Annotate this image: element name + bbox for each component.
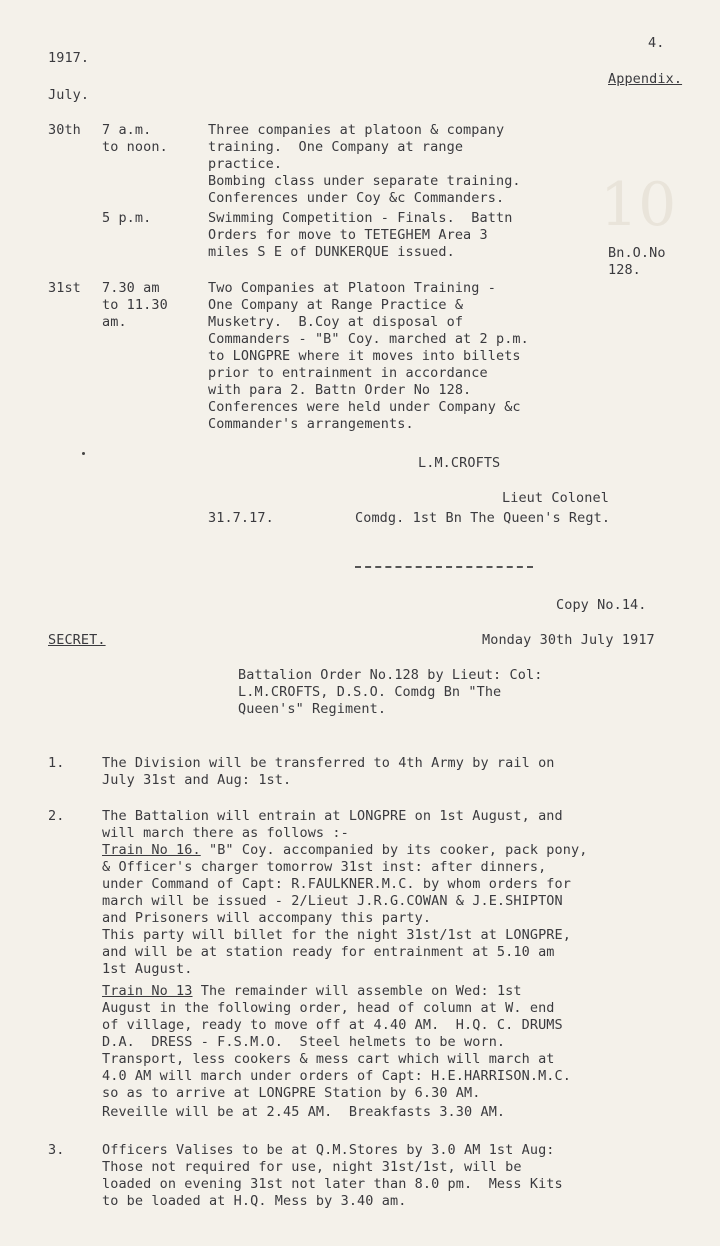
secret-label: SECRET. — [48, 632, 106, 648]
entry-time: 5 p.m. — [102, 210, 152, 226]
paragraph-line: Officers Valises to be at Q.M.Stores by 3.0 AM 1st Aug: — [102, 1142, 555, 1158]
paragraph-line: 4.0 AM will march under orders of Capt: H.E.HARRISON.M.C. — [102, 1068, 571, 1084]
order-title-line: Battalion Order No.128 by Lieut: Col: — [238, 667, 543, 683]
entry-time: to 11.30 — [102, 297, 168, 313]
paragraph-line: to be loaded at H.Q. Mess by 3.40 am. — [102, 1193, 407, 1209]
paragraph-line: July 31st and Aug: 1st. — [102, 772, 292, 788]
entry-text-line: Musketry. B.Coy at disposal of — [208, 314, 464, 330]
entry-text-line: Commanders - "B" Coy. marched at 2 p.m. — [208, 331, 529, 347]
entry-text-line: Orders for move to TETEGHEM Area 3 — [208, 227, 488, 243]
page-number: 4. — [648, 35, 665, 51]
entry-time: 7 a.m. — [102, 122, 152, 138]
entry-text-line: Conferences were held under Company &c — [208, 399, 521, 415]
entry-text-line: miles S E of DUNKERQUE issued. — [208, 244, 455, 260]
train-16-text: "B" Coy. accompanied by its cooker, pack pony, — [200, 842, 588, 858]
train-13-text: The remainder will assemble on Wed: 1st — [192, 983, 522, 999]
order-reference: Bn.O.No — [608, 245, 666, 261]
entry-text-line: Bombing class under separate training. — [208, 173, 521, 189]
paragraph-line: under Command of Capt: R.FAULKNER.M.C. by whom orders for — [102, 876, 571, 892]
paragraph-line: will march there as follows :- — [102, 825, 349, 841]
entry-date-31st: 31st — [48, 280, 81, 296]
paragraph-line: D.A. DRESS - F.S.M.O. Steel helmets to be worn. — [102, 1034, 506, 1050]
paragraph-line: The Division will be transferred to 4th Army by rail on — [102, 755, 555, 771]
month-heading: July. — [48, 87, 90, 103]
order-title-line: Queen's" Regiment. — [238, 701, 387, 717]
signature-command: Comdg. 1st Bn The Queen's Regt. — [355, 510, 611, 526]
year-heading: 1917. — [48, 50, 90, 66]
paragraph-line: of village, ready to move off at 4.40 AM. H.Q. C. DRUMS — [102, 1017, 563, 1033]
order-date: Monday 30th July 1917 — [482, 632, 655, 648]
entry-date-30th: 30th — [48, 122, 81, 138]
paragraph-line: Transport, less cookers & mess cart which will march at — [102, 1051, 555, 1067]
paragraph-line: & Officer's charger tomorrow 31st inst: after dinners, — [102, 859, 547, 875]
paragraph-number: 3. — [48, 1142, 65, 1158]
paragraph-line: The Battalion will entrain at LONGPRE on 1st August, and — [102, 808, 563, 824]
paragraph-line: 1st August. — [102, 961, 193, 977]
ink-dot — [82, 452, 85, 455]
entry-text-line: training. One Company at range — [208, 139, 464, 155]
paragraph-line: and Prisoners will accompany this party. — [102, 910, 432, 926]
train-16-line — [102, 842, 587, 859]
entry-time: am. — [102, 314, 127, 330]
paragraph-line: march will be issued - 2/Lieut J.R.G.COWAN & J.E.SHIPTON — [102, 893, 563, 909]
signature-name: L.M.CROFTS — [418, 455, 501, 471]
entry-text-line: Commander's arrangements. — [208, 416, 414, 432]
entry-text-line: practice. — [208, 156, 283, 172]
paragraph-number: 2. — [48, 808, 65, 824]
paragraph-line: and will be at station ready for entrainment at 5.10 am — [102, 944, 555, 960]
entry-text-line: Conferences under Coy &c Commanders. — [208, 190, 505, 206]
paragraph-line: This party will billet for the night 31st/1st at LONGPRE, — [102, 927, 571, 943]
order-reference: 128. — [608, 262, 641, 278]
entry-time: to noon. — [102, 139, 168, 155]
paragraph-line: Reveille will be at 2.45 AM. Breakfasts 3.30 AM. — [102, 1104, 506, 1120]
paragraph-line: so as to arrive at LONGPRE Station by 6.30 AM. — [102, 1085, 481, 1101]
entry-time: 7.30 am — [102, 280, 160, 296]
train-13-label: Train No 13 — [102, 983, 193, 999]
appendix-label: Appendix. — [608, 71, 683, 87]
paragraph-number: 1. — [48, 755, 65, 771]
entry-text-line: with para 2. Battn Order No 128. — [208, 382, 472, 398]
train-16-label: Train No 16. — [102, 842, 201, 858]
entry-text-line: Three companies at platoon & company — [208, 122, 505, 138]
copy-number: Copy No.14. — [556, 597, 647, 613]
entry-text-line: One Company at Range Practice & — [208, 297, 464, 313]
signature-date: 31.7.17. — [208, 510, 274, 526]
paragraph-line: Those not required for use, night 31st/1st, will be — [102, 1159, 522, 1175]
signature-rank: Lieut Colonel — [502, 490, 609, 506]
entry-text-line: Two Companies at Platoon Training - — [208, 280, 496, 296]
order-title-line: L.M.CROFTS, D.S.O. Comdg Bn "The — [238, 684, 502, 700]
entry-text-line: to LONGPRE where it moves into billets — [208, 348, 521, 364]
section-divider — [355, 566, 533, 568]
entry-text-line: prior to entrainment in accordance — [208, 365, 488, 381]
train-13-line — [102, 983, 522, 1000]
entry-text-line: Swimming Competition - Finals. Battn — [208, 210, 513, 226]
background-stamp-mark: 10 — [600, 170, 677, 240]
paragraph-line: August in the following order, head of column at W. end — [102, 1000, 555, 1016]
paragraph-line: loaded on evening 31st not later than 8.0 pm. Mess Kits — [102, 1176, 563, 1192]
